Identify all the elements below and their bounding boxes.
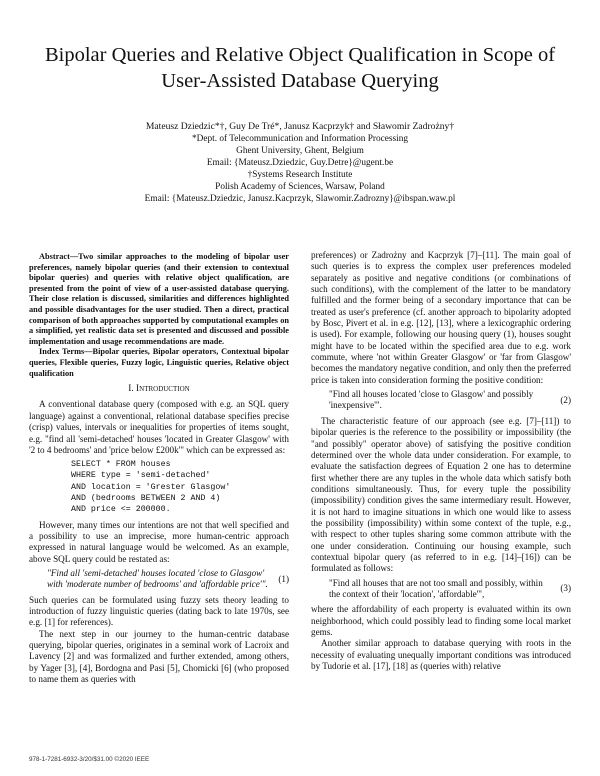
author-list: Mateusz Dziedzic*†, Guy De Tré*, Janusz Kacprzyk† and Sławomir Zadrożny† — [145, 121, 455, 132]
abstract: Abstract—Two similar approaches to the modeling of bipolar user preferences, namely bipolar queries (and their extension to contextual bipolar queries) and queries with relative object qualification, are presented from the point of view of a user-assisted database querying. Their close relation is discussed, similarities and differences highlighted and possible disadvantages for the user studied. Then a direct, practical comparison of both approaches supported by computational examples on a simplified, yet realistic data set is presented and discussed and possible implementation and usage recommendations are made. — [29, 252, 289, 346]
paragraph: Such queries can be formulated using fuzzy sets theory leading to introduction of fuzzy linguistic queries (dating back to late 1970s, see e.g. [1] for references). — [29, 594, 289, 628]
paragraph: Another similar approach to database querying with roots in the necessity of evaluating unequally important conditions was introduced by Tudorie et al. [17], [18] as (queries with) relative — [311, 638, 571, 672]
affiliation-line: Polish Academy of Sciences, Warsaw, Poland — [215, 182, 385, 192]
equation-number: (3) — [560, 583, 571, 594]
right-column — [311, 250, 571, 672]
index-terms: Index Terms—Bipolar queries, Bipolar operators, Contextual bipolar queries, Flexible queries, Fuzzy logic, Linguistic queries, Relative object qualification — [29, 347, 289, 378]
paragraph: where the affordability of each property is evaluated within its own neighborhood, which could possibly lead to finding some local market gems. — [311, 604, 571, 637]
equation-number: (2) — [560, 394, 571, 405]
paragraph: The next step in our journey to the human-centric database querying, bipolar queries, originates in a seminal work of Lacroix and Lavency [2] and was formalized and further extended, among others, by Yager [3], [4], Bordogna and Pasi [5], Chomicki [6] (who proposed to name them as queries with — [29, 628, 289, 685]
paragraph: However, many times our intentions are not that well specified and a possibility to use an imprecise, more human-centric approach expressed in natural language would be welcomed. As an example, above SQL query could be restated as: — [29, 519, 289, 564]
paragraph: preferences) or Zadrożny and Kacprzyk [7]–[11]. The main goal of such queries is to express the complex user preferences modeled separately as positive and negative conditions (or combinations of such conditions), with the complement of the latter to be mandatory fulfilled and the former being of a secondary importance that can be treated as user's preference (cf. another approach to bipolarity adopted by Bosc, Pivert et al. in e.g. [12], [13], where a lexicographic ordering is used). For example, following our housing query (1), houses sought might have to be located within the specified area due to e.g. work commute, where 'not within Greater Glasgow' or 'far from Glasgow' becomes the mandatory negative condition, and only then the preferred price is taken into consideration forming the positive condition: — [311, 250, 571, 385]
affiliation-line: †Systems Research Institute — [247, 170, 353, 180]
equation-text: "Find all houses that are not too small and possibly, within the context of their 'location', 'affordable'", — [329, 577, 543, 599]
paper-title: Bipolar Queries and Relative Object Qualification in Scope of User-Assisted Database Querying — [44, 44, 556, 92]
code-line: AND (bedrooms BETWEEN 2 AND 4) — [71, 494, 221, 504]
sql-code-block — [71, 459, 289, 515]
paragraph: The characteristic feature of our approach (see e.g. [7]–[11]) to bipolar queries is the reference to the possibility or impossibility (the "and possibly" operator above) of satisfying the positive condition determined over the whole data under consideration. For example, to evaluate the satisfaction degrees of Equation 2 one has to determine first whether there are any tuples in the whole data which satisfy both conditions simultaneously. Thus, for every tuple the possibility (impossibility) condition gives the same intermediary result. However, it is not hard to imagine situations in which one would like to assess the possibility (impossibility) within some context of the tuple, e.g., with respect to other tuples sharing some common attribute with the one under consideration. Continuing our housing example, such contextual bipolar query (as referred to in e.g. [14]–[16]) can be formulated as follows: — [311, 415, 571, 574]
equation-2 — [311, 389, 571, 412]
code-line: AND location = 'Grester Glasgow' — [71, 482, 231, 492]
copyright-footer: 978-1-7281-6932-3/20/$31.00 ©2020 IEEE — [29, 756, 150, 763]
affiliation-line: Ghent University, Ghent, Belgium — [236, 146, 364, 156]
code-line: WHERE type = 'semi-detached' — [71, 471, 211, 481]
equation-number: (1) — [278, 573, 289, 584]
affiliation-email: Email: {Mateusz.Dziedzic, Guy.Detre}@ugent.be — [206, 158, 394, 168]
code-line: SELECT * FROM houses — [71, 460, 171, 470]
equation-text: "Find all 'semi-detached' houses located 'close to Glasgow' with 'moderate number of bedrooms' and 'affordable price'". — [47, 568, 268, 590]
code-line: AND price <= 200000. — [71, 505, 171, 515]
equation-text: "Find all houses located 'close to Glasgow' and possibly 'inexpensive'". — [329, 389, 534, 411]
equation-1 — [29, 568, 289, 591]
equation-3 — [311, 578, 571, 601]
affiliation-line: *Dept. of Telecommunication and Information Processing — [191, 134, 409, 144]
section-heading: I. Introduction — [128, 384, 190, 395]
paragraph: A conventional database query (composed with e.g. an SQL query language) against a conventional, relational database specifies precise (crisp) values, intervals or inequalities for properties of items sought, e.g. "find all 'semi-detached' houses 'located in Greater Glasgow' with '2 to 4 bedrooms' and 'price below £200k'" which can be expressed as: — [29, 399, 289, 455]
affiliation-email: Email: {Mateusz.Dziedzic, Janusz.Kacprzyk, Slawomir.Zadrozny}@ibspan.waw.pl — [144, 194, 456, 204]
left-column — [29, 252, 289, 685]
